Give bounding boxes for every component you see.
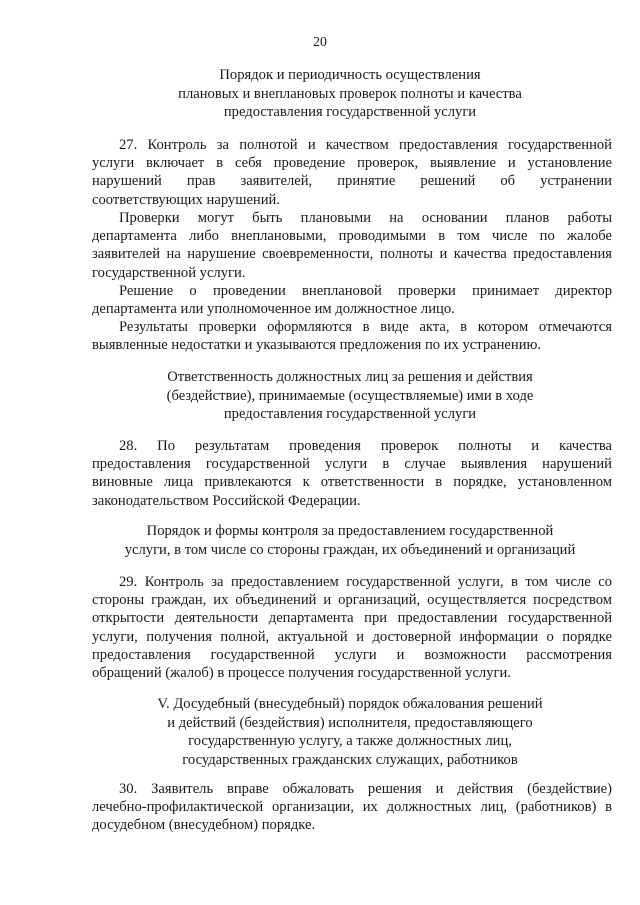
text-line: соответствующих нарушений. [92, 191, 281, 208]
heading-line: Ответственность должностных лиц за решения и действия [167, 369, 533, 385]
paragraph-27 [92, 136, 612, 209]
text-line: департамента либо внеплановыми, проводимыми в том числе по жалобе [92, 228, 612, 245]
section-heading-inspections [90, 66, 610, 122]
heading-line: плановых и внеплановых проверок полноты и качества [178, 85, 522, 102]
heading-line: предоставления государственной услуги [223, 406, 477, 423]
section-heading-responsibility [90, 368, 610, 424]
text-line: Решение о проведении внеплановой проверки принимает директор [119, 283, 612, 299]
heading-line: и действий (бездействия) исполнителя, предоставляющего [167, 714, 533, 731]
heading-line: услуги, в том числе со стороны граждан, их объединений и организаций [124, 541, 576, 558]
text-line: 28. По результатам проведения проверок полноты и качества [119, 438, 612, 454]
text-line: заявителей на нарушение своевременности, полноты и качества предоставления [92, 246, 612, 263]
text-line: стороны граждан, их объединений и организаций, осуществляется посредством [92, 592, 612, 609]
text-line: досудебном (внесудебном) порядке. [92, 817, 316, 834]
text-line: предоставления государственной услуги и возможности рассмотрения [92, 646, 612, 663]
heading-line: Порядок и периодичность осуществления [219, 67, 481, 83]
heading-line: V. Досудебный (внесудебный) порядок обжалования решений [157, 696, 543, 712]
section-heading-appeal [90, 695, 610, 769]
text-line: 29. Контроль за предоставлением государственной услуги, в том числе со [119, 574, 612, 590]
text-line: услуги, получения полной, актуальной и достоверной информации о порядке [92, 628, 612, 645]
text-line: 27. Контроль за полнотой и качеством предоставления государственной [119, 137, 612, 153]
paragraph-27-unscheduled [92, 282, 612, 318]
text-line: 30. Заявитель вправе обжаловать решения и действия (бездействие) [119, 781, 612, 797]
text-line: Результаты проверки оформляются в виде акта, в котором отмечаются [119, 319, 612, 335]
text-line: обращений (жалоб) в процессе получения государственной услуги. [92, 665, 511, 682]
paragraph-28 [92, 437, 612, 510]
text-line: виновные лица привлекаются к ответственности в порядке, установленном [92, 474, 612, 491]
paragraph-30 [92, 780, 612, 835]
text-line: Проверки могут быть плановыми на основании планов работы [119, 210, 612, 226]
heading-line: предоставления государственной услуги [223, 104, 477, 121]
heading-line: Порядок и формы контроля за предоставлением государственной [146, 523, 554, 539]
text-line: услуги включает в себя проведение проверок, выявление и установление [92, 155, 612, 172]
section-heading-control-forms [90, 522, 610, 559]
text-line: выявленные недостатки и указываются предложения по их устранению. [92, 337, 542, 354]
heading-line: государственную услугу, а также должностных лиц, [188, 733, 512, 750]
heading-line: (бездействие), принимаемые (осуществляемые) ими в ходе [166, 387, 534, 404]
text-line: нарушений прав заявителей, принятие решений об устранении [92, 173, 612, 190]
text-line: департамента или уполномоченное им должностное лицо. [92, 301, 455, 318]
paragraph-27-inspections-types [92, 209, 612, 282]
page-number: 20 [313, 35, 327, 50]
heading-line: государственных гражданских служащих, работников [182, 751, 518, 768]
text-line: открытости деятельности департамента при предоставлении государственной [92, 610, 612, 627]
paragraph-27-results [92, 318, 612, 354]
text-line: государственной услуги. [92, 264, 246, 281]
paragraph-29 [92, 573, 612, 682]
text-line: законодательством Российской Федерации. [92, 492, 361, 509]
text-line: лечебно-профилактической организации, их должностных лиц, (работников) в [92, 799, 612, 816]
text-line: предоставления государственной услуги в случае выявления нарушений [92, 456, 612, 473]
